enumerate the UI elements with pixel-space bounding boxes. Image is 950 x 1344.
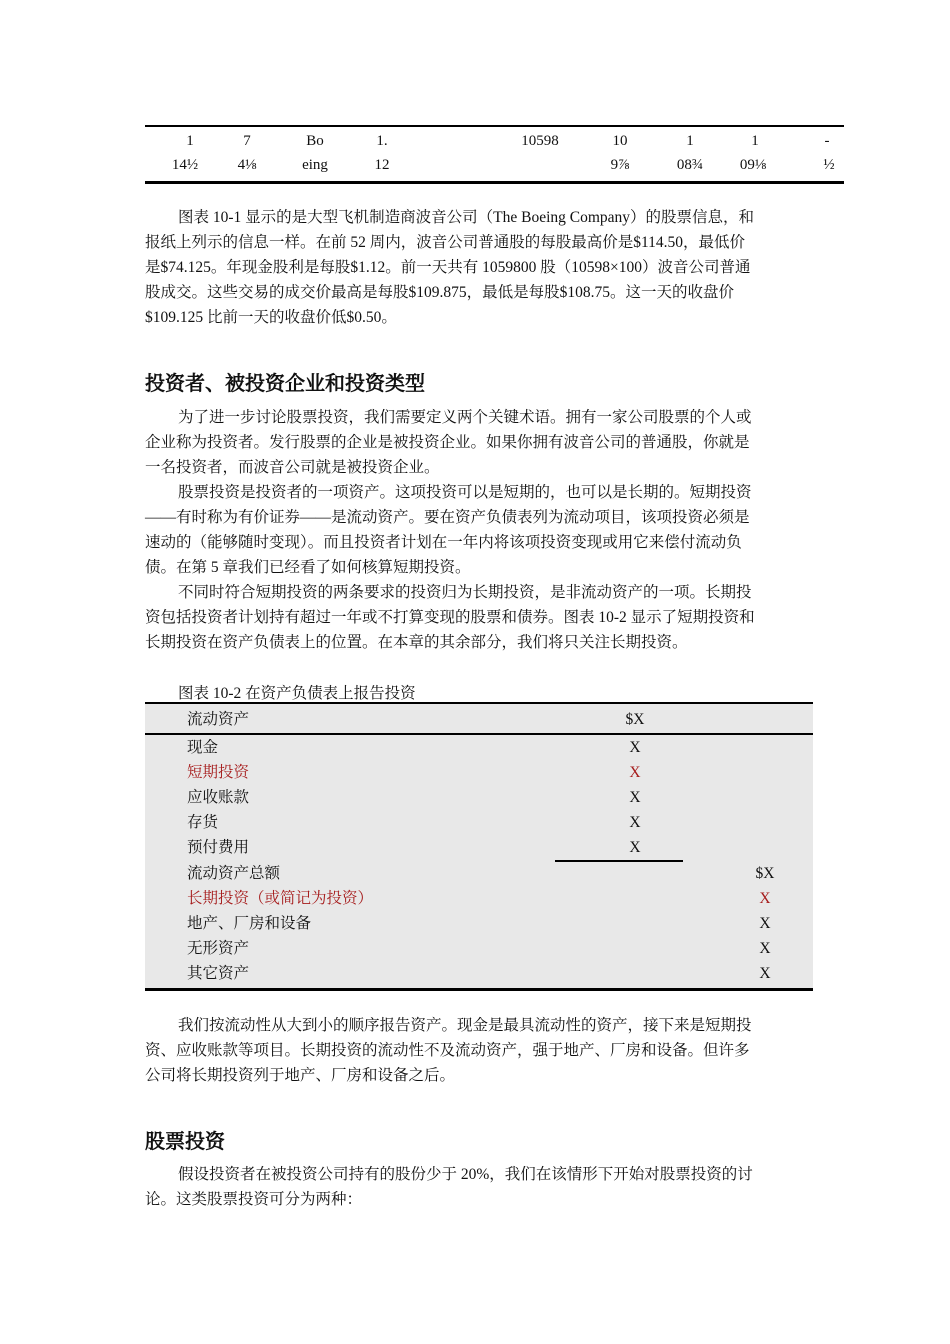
bs-row-label-highlight: 短期投资 bbox=[187, 764, 250, 781]
stock-cell: ½ bbox=[823, 157, 835, 173]
bs-row-label-highlight: 长期投资（或简记为投资） bbox=[187, 890, 374, 907]
bs-row-value-highlight: X bbox=[629, 764, 641, 781]
stock-cell: 09⅛ bbox=[739, 157, 767, 173]
text-line: 报纸上列示的信息一样。在前 52 周内，波音公司普通股的每股最高价是$114.50，最低价 bbox=[145, 234, 746, 251]
stock-cell: 14½ bbox=[171, 157, 199, 173]
text-line: 股成交。这些交易的成交价最高是每股$109.875，最低是每股$108.75。这一天的收盘价 bbox=[145, 284, 735, 301]
bs-row-value: X bbox=[759, 915, 771, 932]
bs-row-value: X bbox=[629, 839, 641, 856]
bs-row-label: 其它资产 bbox=[187, 965, 250, 982]
text-line: 股票投资是投资者的一项资产。这项投资可以是短期的，也可以是长期的。短期投资 bbox=[178, 484, 752, 501]
text-line: 资、应收账款等项目。长期投资的流动性不及流动资产，强于地产、厂房和设备。但许多 bbox=[145, 1042, 750, 1059]
text-line: 是$74.125。年现金股利是每股$1.12。前一天共有 1059800 股（10598×100）波音公司普通 bbox=[145, 259, 751, 276]
stock-cell: 7 bbox=[243, 133, 251, 149]
text-line: 我们按流动性从大到小的顺序报告资产。现金是最具流动性的资产，接下来是短期投 bbox=[178, 1017, 752, 1034]
stock-cell: 10 bbox=[612, 133, 628, 149]
paragraph-boeing-quote bbox=[145, 205, 810, 330]
text-line: 不同时符合短期投资的两条要求的投资归为长期投资，是非流动资产的一项。长期投 bbox=[178, 584, 752, 601]
paragraph-long-term bbox=[145, 580, 810, 655]
stock-cell: Bo bbox=[306, 133, 324, 149]
bs-row-value: X bbox=[629, 814, 641, 831]
balance-sheet-table bbox=[145, 702, 813, 991]
total-current-assets-label: 流动资产总额 bbox=[187, 865, 281, 882]
bs-row-value: X bbox=[629, 739, 641, 756]
text-line: 债。在第 5 章我们已经看了如何核算短期投资。 bbox=[145, 559, 471, 576]
text-line: 图表 10-1 显示的是大型飞机制造商波音公司（The Boeing Company）的股票信息，和 bbox=[178, 209, 755, 226]
text-line: 公司将长期投资列于地产、厂房和设备之后。 bbox=[145, 1067, 456, 1084]
text-line: 速动的（能够随时变现）。而且投资者计划在一年内将该项投资变现或用它来偿付流动负 bbox=[145, 534, 742, 551]
section-heading-stock-investments: 股票投资 bbox=[145, 1129, 225, 1153]
stock-cell: 4⅛ bbox=[237, 157, 257, 173]
bs-row-label: 应收账款 bbox=[187, 789, 250, 806]
stock-cell: 12 bbox=[374, 157, 390, 173]
stock-cell: 1. bbox=[376, 133, 388, 149]
stock-cell: 08¾ bbox=[676, 157, 704, 173]
text-line: 长期投资在资产负债表上的位置。在本章的其余部分，我们将只关注长期投资。 bbox=[145, 634, 688, 651]
text-line: 假设投资者在被投资公司持有的股份少于 20%，我们在该情形下开始对股票投资的讨 bbox=[178, 1166, 753, 1183]
stock-cell: 1 bbox=[186, 133, 194, 149]
bs-row-value: X bbox=[759, 965, 771, 982]
text-line: $109.125 比前一天的收盘价低$0.50。 bbox=[145, 309, 397, 326]
paragraph-liquidity-order bbox=[145, 1013, 810, 1088]
subtotal-rule bbox=[555, 860, 683, 862]
bs-row-label: 地产、厂房和设备 bbox=[187, 915, 312, 932]
text-line: 一名投资者，而波音公司就是被投资企业。 bbox=[145, 459, 440, 476]
figure-caption: 图表 10-2 在资产负债表上报告投资 bbox=[178, 685, 416, 702]
current-assets-header: 流动资产 bbox=[187, 711, 250, 728]
paragraph-definitions bbox=[145, 405, 810, 480]
text-line: 资包括投资者计划持有超过一年或不打算变现的股票和债券。图表 10-2 显示了短期投资和 bbox=[145, 609, 755, 626]
stock-cell: - bbox=[824, 133, 830, 149]
stock-cell: 9⅞ bbox=[610, 157, 630, 173]
stock-cell: 1 bbox=[751, 133, 759, 149]
text-line: ——有时称为有价证券——是流动资产。要在资产负债表列为流动项目，该项投资必须是 bbox=[145, 509, 750, 526]
text-line: 企业称为投资者。发行股票的企业是被投资企业。如果你拥有波音公司的普通股，你就是 bbox=[145, 434, 750, 451]
bs-row-label: 无形资产 bbox=[187, 940, 250, 957]
bs-row-value: X bbox=[759, 940, 771, 957]
stock-cell: 10598 bbox=[521, 133, 559, 149]
bs-row-value-highlight: X bbox=[759, 890, 771, 907]
section-heading-investor-types: 投资者、被投资企业和投资类型 bbox=[145, 371, 425, 395]
paragraph-short-term bbox=[145, 480, 810, 580]
stock-quote-table bbox=[145, 125, 844, 184]
bs-row-label: 预付费用 bbox=[187, 839, 250, 856]
current-assets-header-value: $X bbox=[625, 711, 645, 728]
text-line: 为了进一步讨论股票投资，我们需要定义两个关键术语。拥有一家公司股票的个人或 bbox=[178, 409, 752, 426]
bs-row-label: 存货 bbox=[187, 814, 219, 831]
paragraph-stock-investments bbox=[145, 1162, 810, 1212]
bs-row-label: 现金 bbox=[187, 739, 219, 756]
total-current-assets-value: $X bbox=[755, 865, 775, 882]
stock-cell: eing bbox=[302, 157, 328, 173]
stock-cell: 1 bbox=[686, 133, 694, 149]
bs-row-value: X bbox=[629, 789, 641, 806]
text-line: 论。这类股票投资可分为两种： bbox=[145, 1191, 363, 1208]
header-divider bbox=[145, 733, 813, 735]
